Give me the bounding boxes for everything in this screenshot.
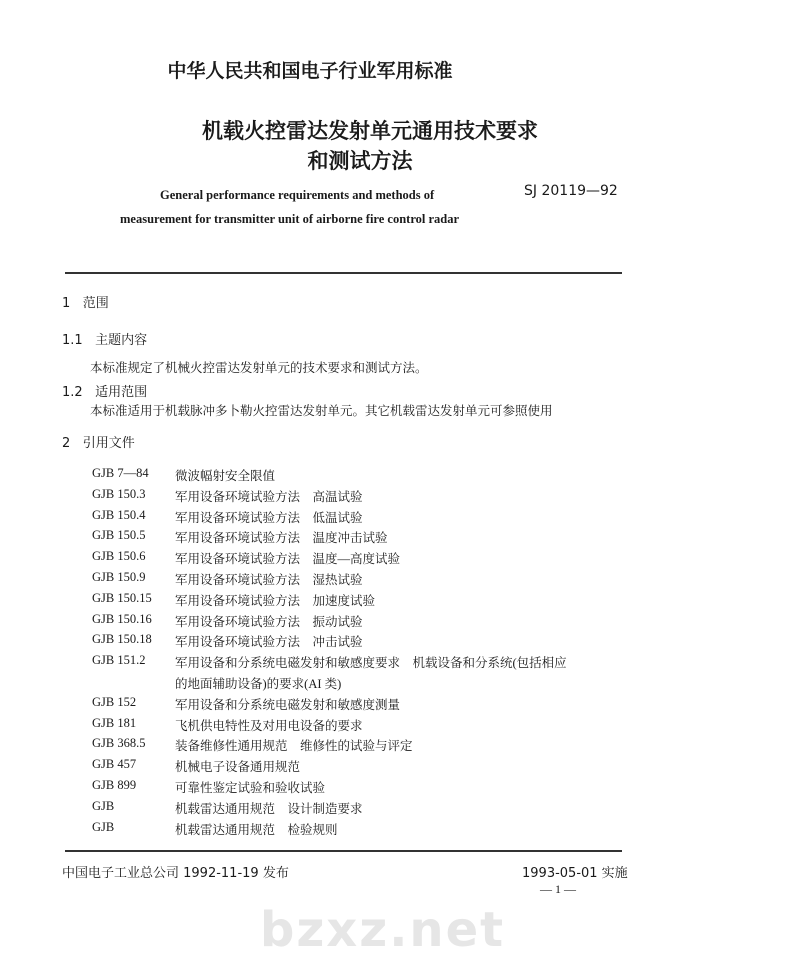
effective-date: 1993-05-01 实施: [522, 866, 628, 881]
reference-title: 军用设备环境试验方法 冲击试验: [175, 635, 363, 650]
watermark: bzxz.net: [260, 902, 506, 958]
reference-title: 可靠性鉴定试验和验收试验: [175, 781, 326, 795]
reference-code: GJB 150.18: [92, 632, 152, 647]
reference-code: GJB 150.16: [92, 611, 152, 626]
reference-code: GJB 152: [92, 694, 137, 709]
reference-title: 装备维修性通用规范 维修性的试验与评定: [175, 739, 413, 754]
reference-code: GJB 899: [92, 778, 137, 792]
section-number: 1.1: [62, 333, 83, 348]
reference-code: GJB 150.6: [92, 549, 146, 564]
standard-number: SJ 20119—92: [524, 183, 618, 199]
bottom-rule: [65, 850, 622, 852]
title-cn-line2: 和测试方法: [307, 149, 413, 173]
section-1-1-text: 本标准规定了机械火控雷达发射单元的技术要求和测试方法。: [90, 361, 428, 375]
section-title: 范围: [82, 296, 109, 311]
reference-title: 微波幅射安全限值: [175, 469, 276, 483]
reference-title: 军用设备环境试验方法 振动试验: [175, 614, 363, 629]
reference-title: 机载雷达通用规范 设计制造要求: [175, 801, 363, 816]
reference-title: 军用设备和分系统电磁发射和敏感度要求 机载设备和分系统(包括相应: [175, 656, 567, 671]
reference-code: GJB 150.15: [92, 590, 152, 605]
reference-title: 飞机供电特性及对用电设备的要求: [175, 718, 363, 733]
reference-code: GJB 368.5: [92, 736, 146, 751]
document-header: 中华人民共和国电子行业军用标准: [167, 60, 453, 82]
reference-title: 军用设备环境试验方法 低温试验: [175, 510, 363, 525]
reference-title: 军用设备环境试验方法 加速度试验: [175, 593, 376, 608]
section-1-1-heading: [62, 329, 147, 348]
section-2-heading: [62, 432, 135, 451]
reference-code: GJB: [92, 798, 115, 813]
reference-code: GJB 7—84: [92, 466, 149, 480]
section-1-2-heading: [62, 381, 147, 400]
reference-code: GJB: [92, 819, 115, 834]
section-title: 引用文件: [82, 436, 135, 451]
issue-date: 中国电子工业总公司 1992-11-19 发布: [62, 866, 289, 881]
reference-title: 军用设备环境试验方法 温度冲击试验: [175, 531, 388, 546]
reference-title: 机械电子设备通用规范: [175, 760, 301, 775]
reference-title: 军用设备和分系统电磁发射和敏感度测量: [175, 697, 401, 712]
section-title: 适用范围: [95, 385, 148, 400]
reference-code: GJB 150.3: [92, 486, 146, 501]
reference-title: 军用设备环境试验方法 温度—高度试验: [175, 552, 401, 567]
title-en-line1: General performance requirements and methods of: [160, 188, 435, 202]
reference-code: GJB 151.2: [92, 653, 146, 668]
title-cn-line1: 机载火控雷达发射单元通用技术要求: [202, 119, 538, 143]
reference-title: 机载雷达通用规范 检验规则: [175, 822, 338, 837]
reference-title: 军用设备环境试验方法 高温试验: [175, 489, 363, 504]
reference-title: 军用设备环境试验方法 湿热试验: [175, 573, 363, 587]
title-en-line2: measurement for transmitter unit of airborne fire control radar: [120, 212, 460, 226]
section-title: 主题内容: [95, 333, 148, 348]
section-number: 1: [62, 296, 71, 311]
top-rule: [65, 272, 622, 274]
reference-code: GJB 150.9: [92, 570, 146, 584]
reference-title-continued: 的地面辅助设备)的要求(AI 类): [175, 677, 342, 691]
section-number: 2: [62, 436, 71, 451]
section-number: 1.2: [62, 385, 83, 400]
section-1-heading: [62, 292, 109, 311]
reference-code: GJB 181: [92, 715, 137, 730]
reference-code: GJB 150.4: [92, 507, 146, 522]
section-1-2-text: 本标准适用于机载脉冲多卜勒火控雷达发射单元。其它机载雷达发射单元可参照使用: [90, 404, 553, 418]
page-number: — 1 —: [540, 882, 576, 896]
reference-code: GJB 150.5: [92, 528, 146, 543]
reference-code: GJB 457: [92, 757, 137, 772]
